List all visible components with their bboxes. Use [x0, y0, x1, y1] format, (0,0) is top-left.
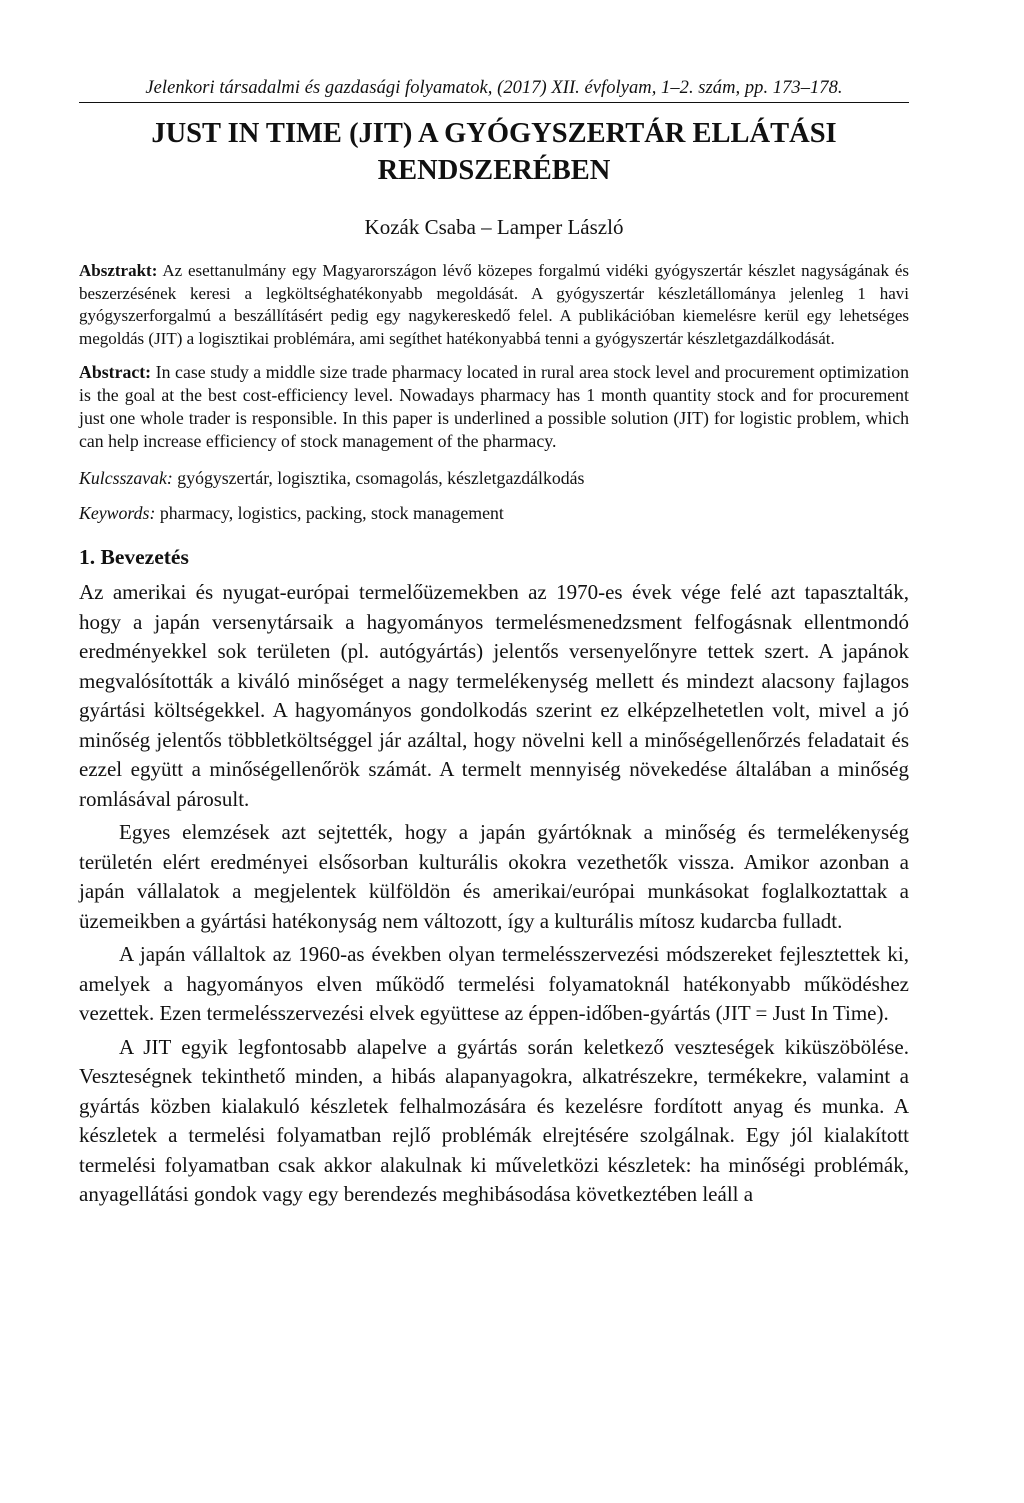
body-paragraph: Az amerikai és nyugat-európai termelőüzemekben az 1970-es évek vége felé azt tapasztalták, hogy a japán versenytársaik a hagyományos termelésmenedzsment felfogásnak ellentmondó eredményekkel sok területen (pl. autógyártás) jelentős versenyelőnyre tettek szert. A japánok megvalósították a kiváló minőséget a nagy termelékenység mellett és mindezt alacsony fajlagos gyártási költségekkel. A hagyományos gondolkodás szerint ez elképzelhetetlen volt, mivel a jó minőség jelentős többletköltséggel jár azáltal, hogy növelni kell a minőségellenőrzés feladatait és ezzel együtt a minőségellenőrök számát. A termelt mennyiség növekedése általában a minőség romlásával párosult. — [79, 580, 909, 811]
abstract-hungarian — [79, 260, 909, 350]
keywords-english-text: pharmacy, logistics, packing, stock management — [159, 503, 504, 524]
abstract-english — [79, 361, 909, 453]
keywords-hungarian-text: gyógyszertár, logisztika, csomagolás, készletgazdálkodás — [177, 468, 585, 489]
section-body — [79, 578, 909, 1210]
body-paragraph: A JIT egyik legfontosabb alapelve a gyártás során keletkező veszteségek kiküszöbölése. Veszteségnek tekinthető minden, a hibás alapanyagokra, alkatrészekre, termékekre, valamint a gyártás közben kialakuló készletek felhalmozására és kezelésre fordított anyag és munka. A készletek a termelési folyamatban rejlő problémák elrejtésére szolgálnak. Egy jól kialakított termelési folyamatban csak akkor alakulnak ki műveletközi készletek: ha minőségi problémák, anyagellátási gondok vagy egy berendezés meghibásodása következtében leáll a — [79, 1034, 909, 1207]
keywords-english — [79, 502, 909, 525]
abstract-english-label: Abstract: — [79, 362, 152, 383]
article-authors: Kozák Csaba – Lamper László — [364, 215, 624, 239]
article-title: JUST IN TIME (JIT) A GYÓGYSZERTÁR ELLÁTÁSI RENDSZERÉBEN — [151, 118, 837, 186]
section-heading: 1. Bevezetés — [79, 545, 189, 570]
keywords-english-label: Keywords: — [79, 503, 156, 524]
body-paragraph: A japán vállaltok az 1960-as években olyan termelésszervezési módszereket fejlesztettek ki, amelyek a hagyományos elven működő termelési folyamatoknál hatékonyabb működéshez vezettek. Ezen termelésszervezési elvek együttese az éppen-időben-gyártás (JIT = Just In Time). — [79, 942, 909, 1026]
abstract-hungarian-label: Absztrakt: — [79, 261, 158, 280]
abstract-hungarian-text: Az esettanulmány egy Magyarországon lévő közepes forgalmú vidéki gyógyszertár készlet nagyságának és beszerzésének keresi a legköltséghatékonyabb megoldását. A gyógyszertár készletállománya jelenleg 1 havi gyógyszerforgalmú a beszállításért pedig egy nagykereskedő felel. A publikációban kiemelésre kerül egy lehetséges megoldás (JIT) a logisztikai problémára, ami segíthet hatékonyabbá tenni a gyógyszertár készletgazdálkodását. — [79, 261, 909, 348]
document-page — [79, 78, 909, 1210]
abstract-english-text: In case study a middle size trade pharmacy located in rural area stock level and procurement optimization is the goal at the best cost-efficiency level. Nowadays pharmacy has 1 month quantity stock and for procurement just one whole trader is responsible. In this paper is underlined a possible solution (JIT) for logistic problem, which can help increase efficiency of stock management of the pharmacy. — [79, 362, 910, 452]
running-header: Jelenkori társadalmi és gazdasági folyamatok, (2017) XII. évfolyam, 1–2. szám, pp. 173–178. — [79, 78, 909, 103]
keywords-hungarian-label: Kulcsszavak: — [79, 468, 173, 489]
body-paragraph: Egyes elemzések azt sejtették, hogy a japán gyártóknak a minőség és termelékenység területén elért eredményei elsősorban kulturális okokra vezethetők vissza. Amikor azonban a japán vállalatok a megjelentek külföldön és amerikai/európai munkásokat foglalkoztattak a üzemeikben a gyártási hatékonyság nem változott, így a kulturális mítosz kudarcba fulladt. — [79, 820, 909, 933]
keywords-hungarian — [79, 467, 909, 490]
